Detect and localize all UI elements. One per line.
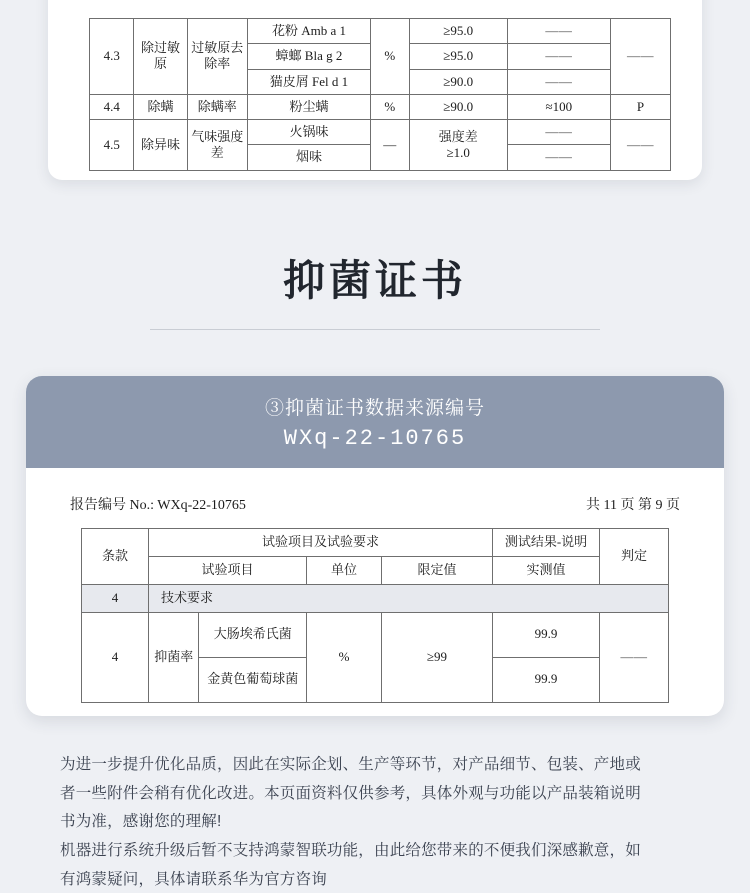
disclaimer-line: 书为准，感谢您的理解! (60, 813, 222, 831)
cell-judgement: —— (610, 120, 670, 171)
cell-result: —— (507, 120, 610, 145)
cell-clause-no: 4 (82, 612, 149, 702)
disclaimer-line: 有鸿蒙疑问，具体请联系华为官方咨询 (60, 870, 327, 888)
report-number: 报告编号 No.: WXq-22-10765 (70, 498, 246, 513)
cell-test-name: 猫皮屑 Fel d 1 (247, 69, 370, 94)
cell-judgement: P (610, 94, 670, 119)
disclaimer-line: 机器进行系统升级后暂不支持鸿蒙智联功能，由此给您带来的不便我们深感歉意，如 (60, 841, 641, 859)
header-unit: 单位 (307, 556, 382, 584)
cell-limit (409, 120, 507, 171)
title-divider (150, 329, 600, 330)
header-measured: 实测值 (493, 556, 600, 584)
header-clause: 条款 (82, 529, 149, 585)
table-subheader-row (82, 556, 669, 584)
header-result-group: 测试结果-说明 (493, 529, 600, 557)
page-number: 共 11 页 第 9 页 (586, 498, 680, 513)
cell-item: 抑菌率 (149, 612, 199, 702)
cell-clause-no: 4.4 (90, 94, 134, 119)
cell-sub-item: 除螨率 (187, 94, 247, 119)
disclaimer-text (60, 752, 688, 893)
header-limit: 限定值 (382, 556, 493, 584)
header-judgement: 判定 (600, 529, 669, 585)
certificate-card (26, 376, 724, 716)
report-meta-row (58, 494, 692, 514)
certificate-header (26, 376, 724, 468)
disclaimer-line: 者一些附件会稍有优化改进。本页面资料仅供参考，具体外观与功能以产品装箱说明 (60, 784, 641, 802)
cell-result: —— (507, 69, 610, 94)
cell-limit: ≥95.0 (409, 19, 507, 44)
cell-item: 除螨 (134, 94, 187, 119)
cell-limit: ≥95.0 (409, 44, 507, 69)
cell-test-name: 粉尘螨 (247, 94, 370, 119)
antibacterial-table (81, 528, 669, 703)
cell-unit: % (307, 612, 382, 702)
cell-clause-no: 4.3 (90, 19, 134, 95)
cell-limit: ≥90.0 (409, 69, 507, 94)
cell-item: 除异味 (134, 120, 187, 171)
cell-test-name: 金黄色葡萄球菌 (199, 657, 307, 702)
cell-item: 除过敏原 (134, 19, 187, 95)
cell-unit: % (370, 94, 409, 119)
section-label: 技术要求 (149, 584, 669, 612)
cell-unit: % (370, 19, 409, 95)
cell-clause-no: 4.5 (90, 120, 134, 171)
cell-test-name: 花粉 Amb a 1 (247, 19, 370, 44)
limit-line-1: 强度差 (438, 128, 478, 144)
certificate-header-title: ③抑菌证书数据来源编号 (264, 398, 485, 419)
cell-test-name: 火锅味 (247, 120, 370, 145)
table-row (90, 120, 671, 145)
cell-result: —— (507, 19, 610, 44)
cell-judgement: —— (600, 612, 669, 702)
table-row (90, 94, 671, 119)
cell-test-name: 蟑螂 Bla g 2 (247, 44, 370, 69)
cell-limit: ≥90.0 (409, 94, 507, 119)
top-spec-card (48, 0, 702, 180)
cell-unit: — (370, 120, 409, 171)
table-section-row (82, 584, 669, 612)
cell-result: —— (507, 145, 610, 170)
cell-test-name: 烟味 (247, 145, 370, 170)
limit-line-2: ≥1.0 (446, 144, 470, 160)
cell-measured: 99.9 (493, 657, 600, 702)
certificate-header-code: WXq-22-10765 (283, 426, 467, 451)
page-title: 抑菌证书 (282, 257, 467, 304)
header-test-group: 试验项目及试验要求 (149, 529, 493, 557)
header-test-item: 试验项目 (149, 556, 307, 584)
table-row (82, 612, 669, 657)
cell-sub-item: 气味强度差 (187, 120, 247, 171)
disclaimer-line: 为进一步提升优化品质，因此在实际企划、生产等环节，对产品细节、包装、产地或 (60, 756, 641, 773)
cell-measured: 99.9 (493, 612, 600, 657)
table-row (90, 19, 671, 44)
cell-result: ≈100 (507, 94, 610, 119)
spec-table (89, 18, 671, 171)
cell-limit: ≥99 (382, 612, 493, 702)
cell-sub-item: 过敏原去除率 (187, 19, 247, 95)
certificate-body (26, 494, 724, 703)
table-header-row (82, 529, 669, 557)
cell-judgement: —— (610, 19, 670, 95)
section-no: 4 (82, 584, 149, 612)
cell-test-name: 大肠埃希氏菌 (199, 612, 307, 657)
cell-result: —— (507, 44, 610, 69)
